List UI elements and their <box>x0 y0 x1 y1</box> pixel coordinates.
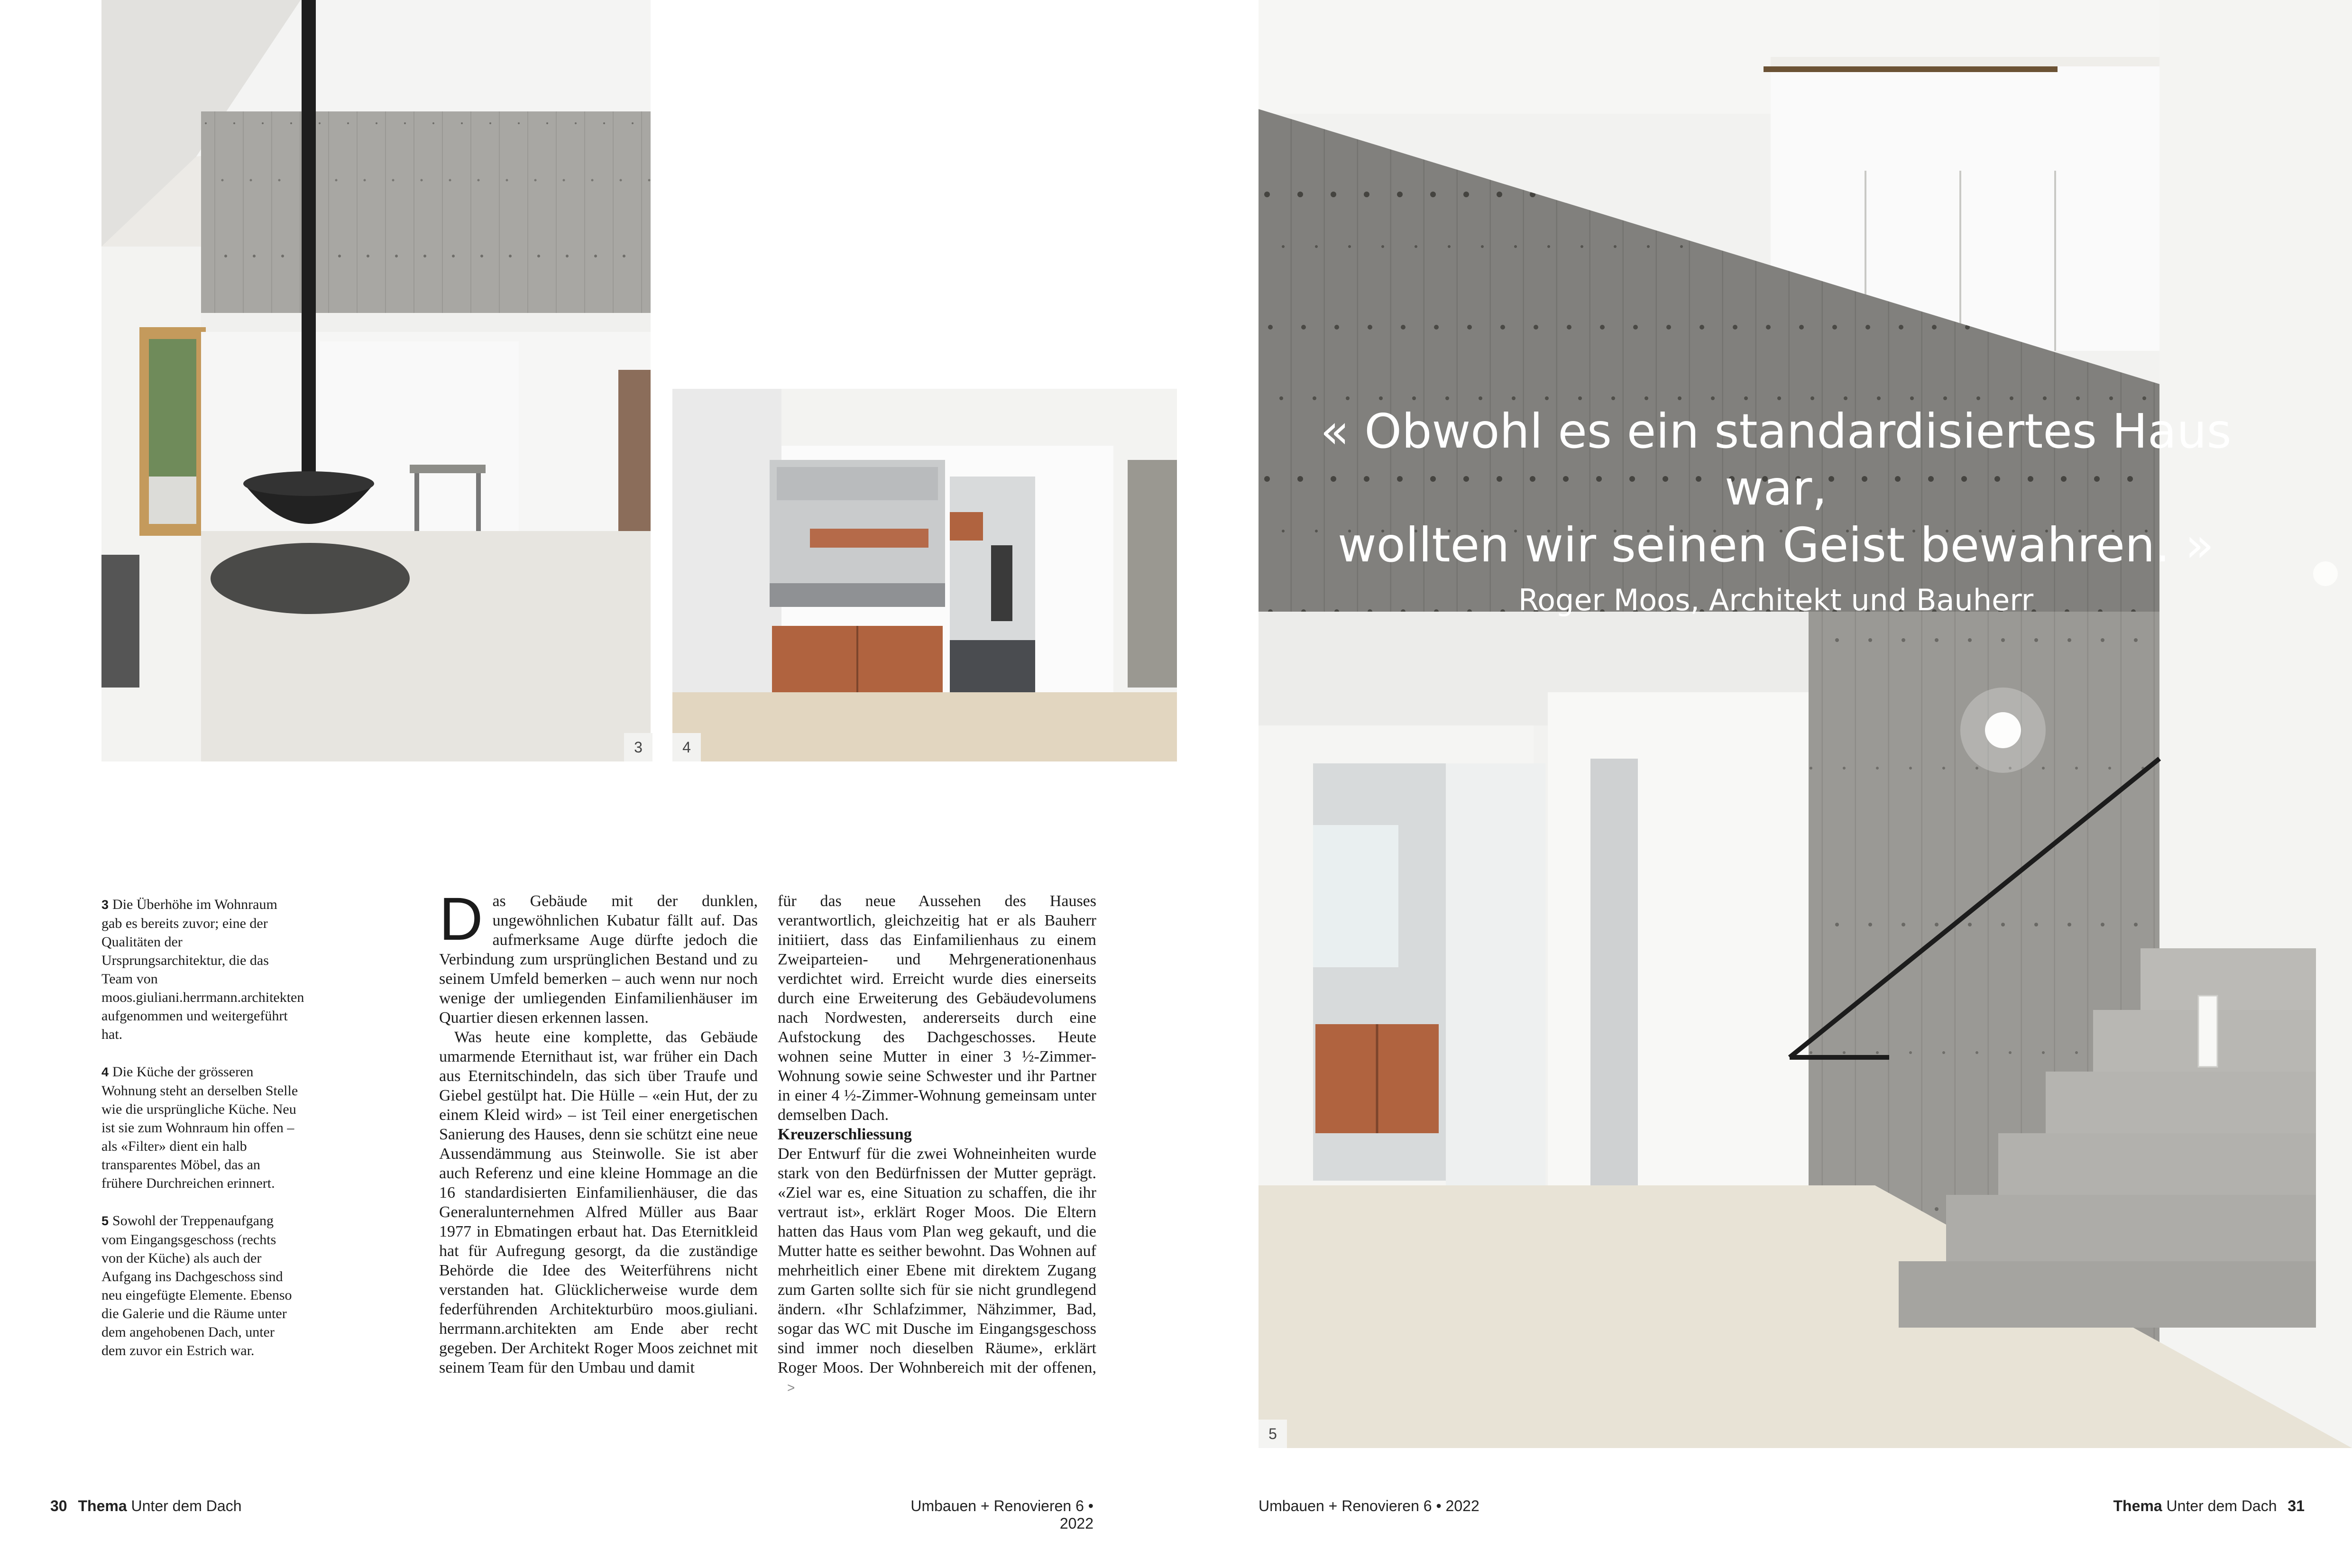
pull-quote <box>1318 403 2233 619</box>
pull-quote-line-2: wollten wir seinen Geist bewahren. » <box>1337 517 2214 573</box>
article-paragraph-4-text: Der Entwurf für die zwei Wohneinheiten wurde stark von den Bedürfnissen der Mutter geprägt. «Ziel war es, eine Situation zu schaffen, die ihr vertraut ist», erklärt Roger Moos. Die Eltern hatten das Haus vom Plan weg gekauft, und die Mutter hatte es seither bewohnt. Das Wohnen auf mehrheitlich einer Ebene mit direktem Zugang zum Garten sollte sich für sie nicht grundlegend ändern. «Ihr Schlafzimmer, Nähzimmer, Bad, sogar das WC mit Dusche im Eingangsgeschoss sind immer noch dieselben Räume», erklärt Roger Moos. Der Wohnbereich mit der offenen, <box>778 1145 1096 1376</box>
issue-label-left: Umbauen + Renovieren 6 • 2022 <box>910 1497 1093 1532</box>
article-paragraph-4 <box>778 1144 1096 1397</box>
caption-5 <box>101 1211 301 1360</box>
topic-label-left: Unter dem Dach <box>131 1497 242 1514</box>
article-subheading: Kreuzerschliessung <box>778 1126 912 1143</box>
staircase-illustration <box>1259 0 2352 1448</box>
caption-3-text: Die Überhöhe im Wohnraum gab es bereits zuvor; eine der Qualitäten der Ursprungsarchitektur, die das Team von moos.giuliani.herrmann.architekten aufgenommen und weitergeführt hat. <box>101 897 304 1042</box>
photo-captions <box>101 895 304 1379</box>
pull-quote-attribution: Roger Moos, Architekt und Bauherr <box>1518 583 2034 617</box>
section-label-right: Thema <box>2113 1497 2162 1514</box>
footer-left <box>50 1497 242 1515</box>
caption-4 <box>101 1063 301 1192</box>
article-column-2 <box>778 891 1096 1397</box>
section-label-left: Thema <box>78 1497 127 1514</box>
photo-3-living-room <box>101 0 651 761</box>
kitchen-illustration <box>672 389 1177 761</box>
caption-5-text: Sowohl der Treppenaufgang vom Eingangsgeschoss (rechts von der Küche) als auch der Aufgang ins Dachgeschoss sind neu eingefügte Elemente. Ebenso die Galerie und die Räume unter dem angehobenen Dach, unter dem zuvor ein Estrich war. <box>101 1213 292 1358</box>
pull-quote-line-1: « Obwohl es ein standardisiertes Haus war, <box>1320 403 2232 516</box>
photo-4-kitchen <box>672 389 1177 761</box>
photo-4-number: 4 <box>672 733 701 761</box>
caption-3 <box>101 895 304 1044</box>
caption-4-text: Die Küche der grösseren Wohnung steht an derselben Stelle wie die ursprüngliche Küche. Neu ist sie zum Wohnraum hin offen – als «Filter» dient ein halb transparentes Möbel, das an frühere Durchreichen erinnert. <box>101 1064 298 1191</box>
living-room-illustration <box>101 0 651 761</box>
continue-arrow-icon: > <box>787 1380 795 1395</box>
photo-3-number: 3 <box>624 733 652 761</box>
article-paragraph-2: Was heute eine komplette, das Gebäude umarmende Eternithaut ist, war früher ein Dach aus Eternitschindeln, das sich über Traufe und Giebel gestülpt hat. Die Hülle – «ein Hut, der zu einem Kleid wird» – ist Teil einer energetischen Sanierung des Hauses, denn sie schützt eine neue Aussendämmung aus Steinwolle. Sie ist aber auch Referenz und eine kleine Hommage an die 16 standardisierten Einfamilienhäuser, die das Generalunternehmen Alfred Müller aus Baar 1977 in Ebmatingen erbaut hat. Das Eternitkleid hat für Aufregung gesorgt, da die zuständige Behörde die Idee des Weiterführens nicht verstanden hat. Glücklicherweise wurde dem federführenden Architekturbüro moos.giuliani. herrmann.architekten am Ende aber recht gegeben. Der Architekt Roger Moos zeichnet mit seinem Team für den Umbau und damit <box>439 1028 758 1376</box>
caption-4-number: 4 <box>101 1065 109 1079</box>
article-paragraph-1 <box>439 885 758 1027</box>
photo-5-staircase <box>1259 0 2352 1448</box>
photo-5-number: 5 <box>1259 1420 1287 1448</box>
topic-label-right: Unter dem Dach <box>2166 1497 2277 1514</box>
article-column-1 <box>439 885 758 1377</box>
article-paragraph-1-text: as Gebäude mit der dunklen, ungewöhnlichen Kubatur fällt auf. Das aufmerksame Auge dürfte jedoch die Verbindung zum ursprünglichen Bestand und zu seinem Umfeld bemerken – auch wenn nur noch wenige der umliegenden Einfamilienhäuser im Quartier diesen erkennen lassen. <box>439 892 758 1027</box>
drop-cap: D <box>439 885 483 953</box>
footer-right <box>2039 1497 2305 1515</box>
page-number-left: 30 <box>50 1497 67 1514</box>
caption-3-number: 3 <box>101 898 109 912</box>
article-paragraph-3: für das neue Aussehen des Hauses verantwortlich, gleichzeitig hat er als Bauherr initiiert, dass das Einfamilienhaus zu einem Zweiparteien- und Mehrgenerationenhaus verdichtet wird. Erreicht wurde dies einerseits durch eine Erweiterung des Gebäudevolumens nach Nordwesten, andererseits durch eine Aufstockung des Dachgeschosses. Heute wohnen seine Mutter in einer 3 ½-Zimmer-Wohnung sowie seine Schwester und ihr Partner in einer 4 ½-Zimmer-Wohnung gemeinsam unter demselben Dach. <box>778 892 1096 1124</box>
caption-5-number: 5 <box>101 1214 109 1228</box>
issue-label-right: Umbauen + Renovieren 6 • 2022 <box>1259 1497 1479 1514</box>
page-number-right: 31 <box>2288 1497 2305 1514</box>
